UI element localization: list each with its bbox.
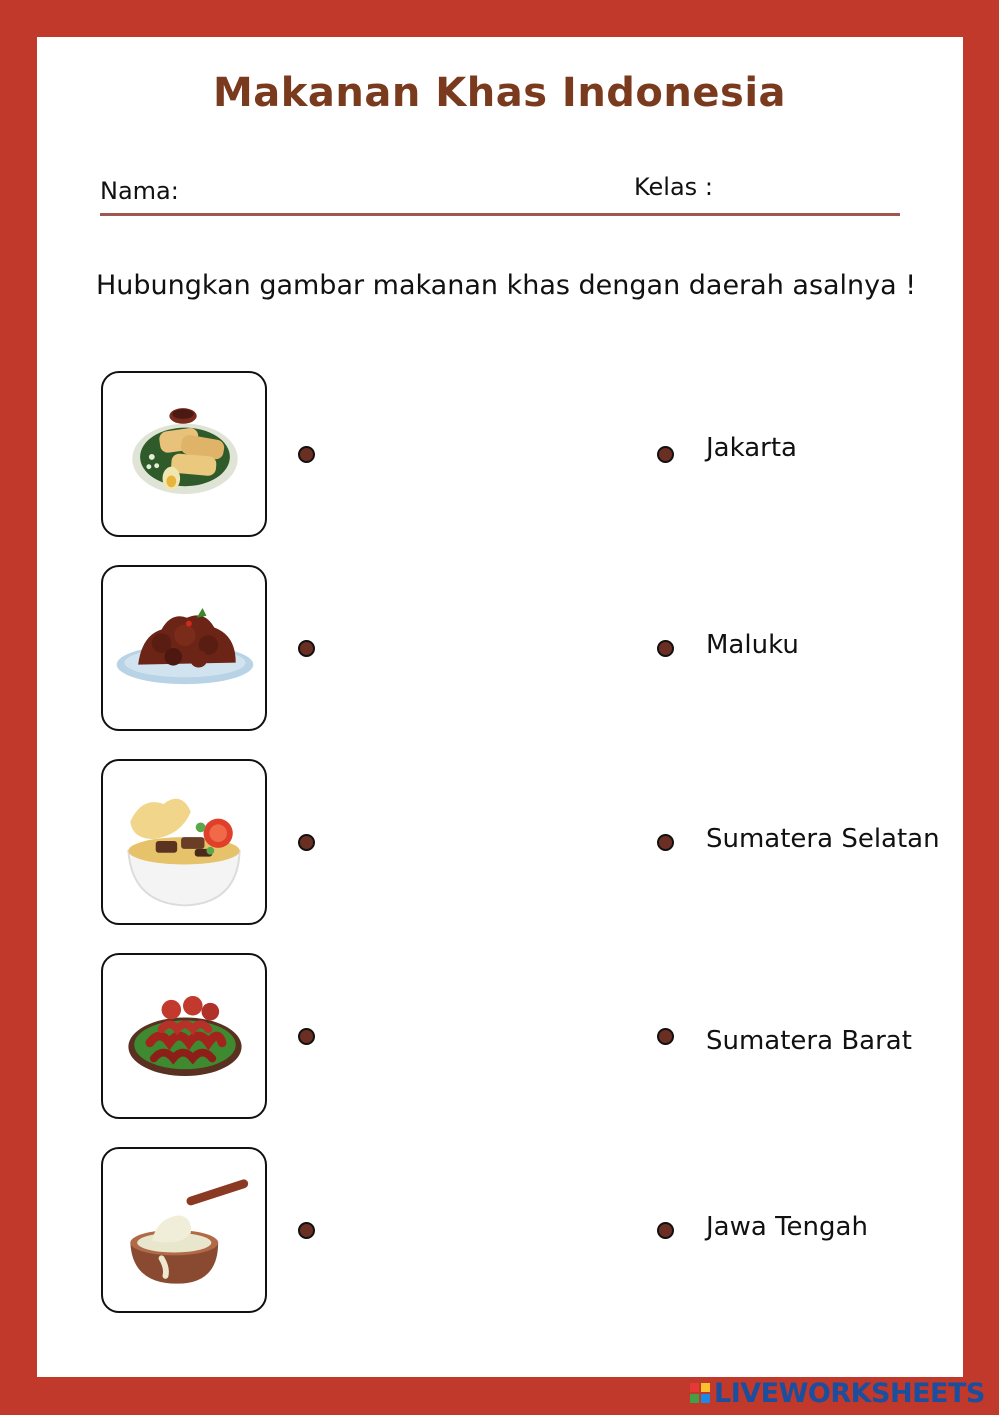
class-label: Kelas : <box>634 173 713 201</box>
page-title: Makanan Khas Indonesia <box>212 70 787 116</box>
instruction-text: Hubungkan gambar makanan khas dengan daerah asalnya ! <box>96 270 917 301</box>
watermark-text: LIVEWORKSHEETS <box>714 1377 985 1409</box>
region-label-sumatera-selatan: Sumatera Selatan <box>706 824 940 854</box>
region-connector-dot[interactable] <box>657 1028 674 1045</box>
liveworksheets-logo-icon <box>690 1383 710 1403</box>
food-card-papeda <box>101 1147 267 1313</box>
region-label-jakarta: Jakarta <box>706 433 797 463</box>
food-connector-dot[interactable] <box>298 1028 315 1045</box>
food-connector-dot[interactable] <box>298 1222 315 1239</box>
region-label-maluku: Maluku <box>706 630 799 660</box>
region-label-jawa-tengah: Jawa Tengah <box>706 1212 868 1242</box>
food-connector-dot[interactable] <box>298 640 315 657</box>
region-connector-dot[interactable] <box>657 834 674 851</box>
region-connector-dot[interactable] <box>657 446 674 463</box>
pempek-icon <box>103 373 265 535</box>
food-card-rendang <box>101 565 267 731</box>
sate-icon <box>103 955 265 1117</box>
food-card-sate <box>101 953 267 1119</box>
region-connector-dot[interactable] <box>657 640 674 657</box>
region-connector-dot[interactable] <box>657 1222 674 1239</box>
food-card-soto-betawi <box>101 759 267 925</box>
region-label-sumatera-barat: Sumatera Barat <box>706 1026 912 1056</box>
liveworksheets-watermark <box>690 1378 985 1408</box>
name-label: Nama: <box>100 177 179 205</box>
food-connector-dot[interactable] <box>298 834 315 851</box>
rendang-icon <box>103 567 265 729</box>
papeda-icon <box>103 1149 265 1311</box>
soto-betawi-icon <box>103 761 265 923</box>
name-class-underline[interactable] <box>100 213 900 216</box>
food-connector-dot[interactable] <box>298 446 315 463</box>
food-card-pempek <box>101 371 267 537</box>
